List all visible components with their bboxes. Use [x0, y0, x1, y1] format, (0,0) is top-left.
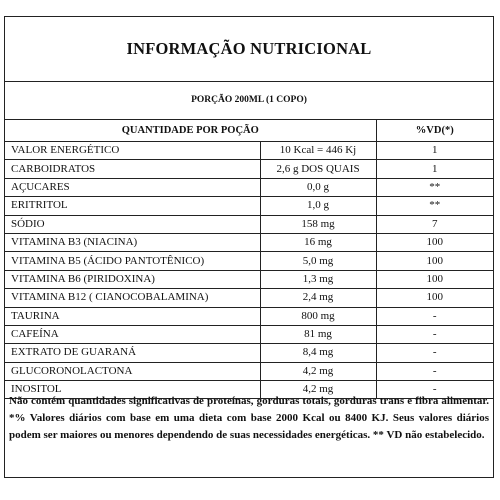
nutrient-vd: -: [376, 307, 493, 325]
nutrient-vd: 1: [376, 142, 493, 160]
nutrient-vd: -: [376, 362, 493, 380]
nutrient-name: VITAMINA B12 ( CIANOCOBALAMINA): [5, 289, 260, 307]
table-row: [5, 325, 493, 343]
nutrient-name: ERITRITOL: [5, 197, 260, 215]
nutrient-name: AÇUCARES: [5, 178, 260, 196]
nutrient-name: TAURINA: [5, 307, 260, 325]
nutrient-vd: -: [376, 344, 493, 362]
table-row: [5, 344, 493, 362]
table-row: [5, 233, 493, 251]
nutrient-quantity: 16 mg: [260, 233, 376, 251]
nutrient-name: EXTRATO DE GUARANÁ: [5, 344, 260, 362]
portion-size: PORÇÃO 200ML (1 COPO): [5, 81, 493, 120]
nutrient-name: CARBOIDRATOS: [5, 160, 260, 178]
nutrient-quantity: 8,4 mg: [260, 344, 376, 362]
nutrient-quantity: 5,0 mg: [260, 252, 376, 270]
nutrient-quantity: 2,4 mg: [260, 289, 376, 307]
nutrient-quantity: 1,0 g: [260, 197, 376, 215]
table-row: [5, 197, 493, 215]
nutrient-quantity: 10 Kcal = 446 Kj: [260, 142, 376, 160]
nutrient-quantity: 158 mg: [260, 215, 376, 233]
nutrient-name: SÓDIO: [5, 215, 260, 233]
nutrient-vd: 100: [376, 233, 493, 251]
table-row: [5, 215, 493, 233]
nutrient-name: CAFEÍNA: [5, 325, 260, 343]
nutrition-table: [5, 119, 493, 399]
nutrient-vd: -: [376, 381, 493, 399]
table-row: [5, 307, 493, 325]
vd-header: %VD(*): [376, 119, 493, 142]
nutrient-name: GLUCORONOLACTONA: [5, 362, 260, 380]
nutrient-vd: 1: [376, 160, 493, 178]
nutrient-quantity: 4,2 mg: [260, 362, 376, 380]
nutrient-quantity: 0,0 g: [260, 178, 376, 196]
table-row: [5, 270, 493, 288]
nutrient-vd: **: [376, 178, 493, 196]
table-row: [5, 289, 493, 307]
nutrient-quantity: 4,2 mg: [260, 381, 376, 399]
nutrient-quantity: 800 mg: [260, 307, 376, 325]
nutrient-vd: 100: [376, 252, 493, 270]
nutrient-name: VITAMINA B5 (ÁCIDO PANTOTÊNICO): [5, 252, 260, 270]
nutrient-quantity: 2,6 g DOS QUAIS: [260, 160, 376, 178]
nutrient-name: VALOR ENERGÉTICO: [5, 142, 260, 160]
nutrient-vd: -: [376, 325, 493, 343]
nutrition-label: [4, 16, 494, 478]
table-row: [5, 160, 493, 178]
footnote: Não contém quantidades significativas de proteínas, gorduras totais, gorduras trans e fibra alimentar. *% Valores diários com base em uma dieta com base 2000 Kcal ou 8400 KJ. Seus valores diários podem ser maiores ou menores dependendo de suas necessidades energéticas. ** VD não estabelecido.: [9, 395, 489, 441]
label-title: INFORMAÇÃO NUTRICIONAL: [5, 17, 493, 82]
table-row: [5, 142, 493, 160]
nutrient-quantity: 81 mg: [260, 325, 376, 343]
quantity-header: QUANTIDADE POR POÇÃO: [5, 119, 376, 142]
nutrient-vd: **: [376, 197, 493, 215]
table-row: [5, 252, 493, 270]
nutrient-name: INOSITOL: [5, 381, 260, 399]
nutrient-vd: 100: [376, 289, 493, 307]
nutrient-vd: 7: [376, 215, 493, 233]
nutrient-name: VITAMINA B6 (PIRIDOXINA): [5, 270, 260, 288]
table-header-row: [5, 119, 493, 142]
nutrient-name: VITAMINA B3 (NIACINA): [5, 233, 260, 251]
nutrient-quantity: 1,3 mg: [260, 270, 376, 288]
table-row: [5, 362, 493, 380]
nutrient-vd: 100: [376, 270, 493, 288]
table-row: [5, 178, 493, 196]
